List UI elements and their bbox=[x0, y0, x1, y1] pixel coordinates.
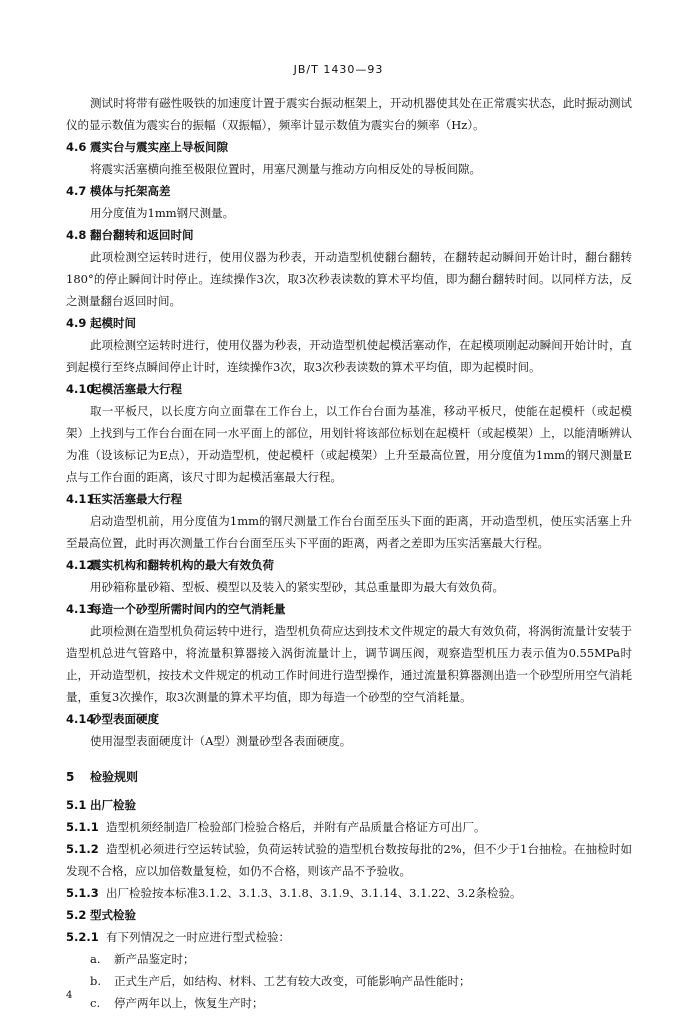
clause-number: 4.13 bbox=[66, 602, 95, 616]
clause-text: 型式检验 bbox=[90, 908, 136, 922]
clause-number: 4.6 bbox=[66, 140, 87, 154]
page-header: JB/T 1430—93 bbox=[293, 63, 384, 76]
clause-text: 起模活塞最大行程 bbox=[90, 382, 182, 396]
section-heading bbox=[66, 766, 632, 788]
document-body bbox=[66, 92, 632, 1014]
clause bbox=[66, 838, 632, 882]
paragraph: 使用湿型表面硬度计（A型）测量砂型各表面硬度。 bbox=[90, 734, 352, 748]
subsection-heading bbox=[66, 224, 632, 246]
list-item bbox=[66, 970, 632, 992]
list-marker: a. bbox=[90, 952, 101, 966]
subsection-heading bbox=[66, 312, 632, 334]
paragraph: 取一平板尺，以长度方向立面靠在工作台上，以工作台台面为基准，移动平板尺，使能在起模杆（或起模架）上找到与工作台台面在同一水平面上的部位，用划针将该部位标划在起模杆（或起模架）上，以能清晰辨认为准（设该标记为E点），开动造型机，使起模杆（或起模架）上升至最高位置，用分度值为1mm的钢尺测量E点与工作台面的距离，该尺寸即为起模活塞最大行程。 bbox=[66, 404, 632, 484]
list-item-text: 新产品鉴定时； bbox=[114, 952, 195, 966]
paragraph: 用分度值为1mm钢尺测量。 bbox=[90, 206, 235, 220]
clause-number: 5.1.1 bbox=[66, 820, 99, 834]
list-item bbox=[66, 992, 632, 1014]
clause-text: 造型机必须进行空运转试验，负荷运转试验的造型机台数按每批的2%，但不少于1台抽检。在抽检时如发现不合格，应以加倍数量复检，如仍不合格，则该产品不予验收。 bbox=[66, 842, 632, 878]
subsection-heading bbox=[66, 488, 632, 510]
subsection-heading bbox=[66, 180, 632, 202]
clause bbox=[66, 816, 632, 838]
clause-number: 4.12 bbox=[66, 558, 95, 572]
list-item-text: 正式生产后，如结构、材料、工艺有较大改变，可能影响产品性能时； bbox=[114, 974, 471, 988]
clause-number: 4.14 bbox=[66, 712, 95, 726]
clause-text: 有下列情况之一时应进行型式检验： bbox=[106, 930, 290, 944]
clause-text: 震实机构和翻转机构的最大有效负荷 bbox=[90, 558, 274, 572]
clause bbox=[66, 926, 632, 948]
subsection-heading bbox=[66, 554, 632, 576]
clause-text: 出厂检验 bbox=[90, 798, 136, 812]
clause-number: 4.11 bbox=[66, 492, 95, 506]
clause-number: 5.1.3 bbox=[66, 886, 99, 900]
clause-number: 5.2 bbox=[66, 908, 87, 922]
page-number: 4 bbox=[66, 990, 73, 1001]
clause-number: 5.2.1 bbox=[66, 930, 99, 944]
list-item bbox=[66, 948, 632, 970]
clause-text: 震实台与震实座上导板间隙 bbox=[90, 140, 228, 154]
subsection-heading bbox=[66, 794, 632, 816]
list-marker: b. bbox=[90, 974, 102, 988]
list-marker: c. bbox=[90, 996, 101, 1010]
subsection-heading bbox=[66, 598, 632, 620]
clause-number: 4.10 bbox=[66, 382, 95, 396]
subsection-heading bbox=[66, 904, 632, 926]
clause-text: 翻台翻转和返回时间 bbox=[90, 228, 194, 242]
clause-text: 砂型表面硬度 bbox=[90, 712, 159, 726]
clause-text: 出厂检验按本标准3.1.2、3.1.3、3.1.8、3.1.9、3.1.14、3.1.22、3.2条检验。 bbox=[106, 886, 522, 900]
paragraph: 测试时将带有磁性吸铁的加速度计置于震实台振动框架上，开动机器使其处在正常震实状态，此时振动测试仪的显示数值为震实台的振幅（双振幅），频率计显示数值为震实台的频率（Hz）。 bbox=[66, 96, 632, 132]
clause bbox=[66, 882, 632, 904]
paragraph: 此项检测在造型机负荷运转中进行，造型机负荷应达到技术文件规定的最大有效负荷，将涡街流量计安装于造型机总进气管路中，将流量积算器接入涡街流量计上，调节调压阀，观察造型机压力表示值为0.55MPa时止，开动造型机，按技术文件规定的机动工作时间进行造型操作，通过流量积算器测出造一个砂型所用空气消耗量，重复3次操作，取3次测量的算术平均值，即为每造一个砂型的空气消耗量。 bbox=[66, 624, 632, 704]
clause-number: 4.8 bbox=[66, 228, 87, 242]
clause-number: 5 bbox=[66, 770, 75, 784]
paragraph: 将震实活塞横向推至极限位置时，用塞尺测量与推动方向相反处的导板间隙。 bbox=[90, 162, 481, 176]
clause-text: 检验规则 bbox=[90, 770, 139, 784]
clause-text: 起模时间 bbox=[90, 316, 136, 330]
clause-text: 模体与托架高差 bbox=[90, 184, 171, 198]
clause-text: 压实活塞最大行程 bbox=[90, 492, 182, 506]
clause-number: 5.1.2 bbox=[66, 842, 99, 856]
list-item-text: 停产两年以上，恢复生产时； bbox=[114, 996, 264, 1010]
paragraph: 此项检测空运转时进行，使用仪器为秒表，开动造型机使起模活塞动作，在起模项刚起动瞬间开始计时，直到起模行至终点瞬间停止计时，连续操作3次，取3次秒表读数的算术平均值，即为起模时间。 bbox=[66, 338, 632, 374]
clause-number: 5.1 bbox=[66, 798, 87, 812]
clause-text: 造型机须经制造厂检验部门检验合格后，并附有产品质量合格证方可出厂。 bbox=[106, 820, 486, 834]
subsection-heading bbox=[66, 708, 632, 730]
paragraph: 此项检测空运转时进行，使用仪器为秒表，开动造型机使翻台翻转，在翻转起动瞬间开始计时，翻台翻转180°的停止瞬间计时停止。连续操作3次，取3次秒表读数的算术平均值，即为翻台翻转时间。以同样方法，反之测量翻台返回时间。 bbox=[66, 250, 632, 308]
clause-number: 4.9 bbox=[66, 316, 87, 330]
clause-number: 4.7 bbox=[66, 184, 87, 198]
subsection-heading bbox=[66, 378, 632, 400]
paragraph: 启动造型机前，用分度值为1mm的钢尺测量工作台台面至压头下面的距离，开动造型机，使压实活塞上升至最高位置，此时再次测量工作台台面至压头下平面的距离，两者之差即为压实活塞最大行程。 bbox=[66, 514, 632, 550]
paragraph: 用砂箱称量砂箱、型板、模型以及装入的紧实型砂，其总重量即为最大有效负荷。 bbox=[90, 580, 504, 594]
clause-text: 每造一个砂型所需时间内的空气消耗量 bbox=[90, 602, 286, 616]
subsection-heading bbox=[66, 136, 632, 158]
